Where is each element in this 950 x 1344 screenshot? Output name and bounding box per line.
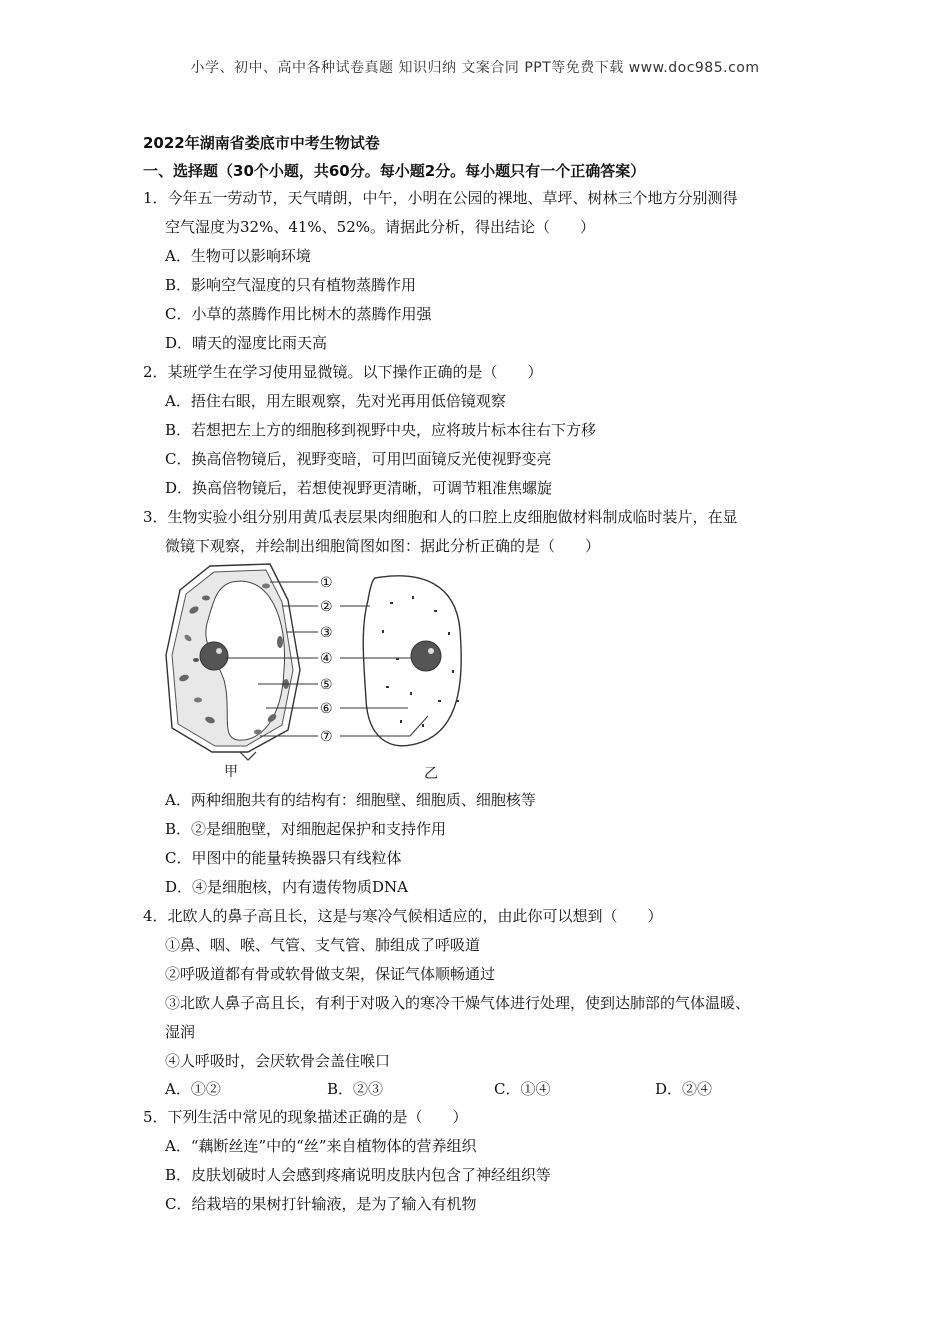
q3-option-c: C．甲图中的能量转换器只有线粒体 (165, 849, 402, 867)
label-5: ⑤ (320, 677, 333, 693)
animal-nucleus (411, 641, 441, 671)
label-4: ④ (320, 651, 333, 667)
cell-diagram (160, 560, 480, 785)
q4-option-b: B．②③ (327, 1080, 384, 1098)
q1-option-c: C．小草的蒸腾作用比树木的蒸腾作用强 (165, 305, 432, 323)
q3-option-d: D．④是细胞核，内有遗传物质DNA (165, 878, 409, 896)
label-7: ⑦ (320, 729, 333, 745)
q1-option-a: A．生物可以影响环境 (165, 247, 311, 265)
q2-option-c: C．换高倍物镜后，视野变暗，可用凹面镜反光使视野变亮 (165, 450, 552, 468)
q4-option-d: D．②④ (655, 1080, 713, 1098)
q1-option-d: D．晴天的湿度比雨天高 (165, 334, 328, 352)
animal-cell (363, 576, 461, 746)
q2-option-a: A．捂住右眼，用左眼观察，先对光再用低倍镜观察 (165, 392, 506, 410)
q2-option-b: B．若想把左上方的细胞移到视野中央，应将玻片标本往右下方移 (165, 421, 597, 439)
plant-cell (166, 564, 300, 760)
q4-option-c: C．①④ (494, 1080, 551, 1098)
q2-option-d: D．换高倍物镜后，若想使视野更清晰，可调节粗准焦螺旋 (165, 479, 553, 497)
q3-stem-line1: 3．生物实验小组分别用黄瓜表层果肉细胞和人的口腔上皮细胞做材料制成临时装片，在显 (143, 508, 738, 526)
q5-option-c: C．给栽培的果树打针输液，是为了输入有机物 (165, 1195, 477, 1213)
section-heading: 一、选择题（30个小题，共60分。每小题2分。每小题只有一个正确答案） (143, 162, 646, 180)
label-6: ⑥ (320, 701, 333, 717)
q4-statement-3-line1: ③北欧人鼻子高且长，有利于对吸入的寒冷干燥气体进行处理，使到达肺部的气体温暖、 (165, 994, 751, 1012)
q1-stem-line2: 空气湿度为32%、41%、52%。请据此分析，得出结论（ ） (165, 218, 596, 236)
label-2: ② (320, 599, 333, 615)
q1-option-b: B．影响空气湿度的只有植物蒸腾作用 (165, 276, 417, 294)
q4-statement-1: ①鼻、咽、喉、气管、支气管、肺组成了呼吸道 (165, 936, 481, 954)
exam-title: 2022年湖南省娄底市中考生物试卷 (143, 134, 380, 152)
q4-statement-2: ②呼吸道都有骨或软骨做支架，保证气体顺畅通过 (165, 965, 496, 983)
caption-yi: 乙 (424, 766, 438, 782)
q2-stem: 2．某班学生在学习使用显微镜。以下操作正确的是（ ） (143, 363, 543, 381)
plant-nucleus (200, 642, 228, 670)
q5-option-b: B．皮肤划破时人会感到疼痛说明皮肤内包含了神经组织等 (165, 1166, 552, 1184)
q4-statement-3-line2: 湿润 (165, 1023, 196, 1041)
q3-option-b: B．②是细胞壁，对细胞起保护和支持作用 (165, 820, 447, 838)
label-1: ① (320, 575, 333, 591)
q5-option-a: A．“藕断丝连”中的“丝”来自植物体的营养组织 (165, 1137, 477, 1155)
caption-jia: 甲 (224, 764, 238, 780)
q3-stem-line2: 微镜下观察，并绘制出细胞简图如图：据此分析正确的是（ ） (165, 537, 601, 555)
page-header: 小学、初中、高中各种试卷真题 知识归纳 文案合同 PPT等免费下载 www.doc985.com (190, 60, 760, 76)
q5-stem: 5．下列生活中常见的现象描述正确的是（ ） (143, 1108, 468, 1126)
label-3: ③ (320, 625, 333, 641)
q4-option-a: A．①② (165, 1080, 221, 1098)
q3-option-a: A．两种细胞共有的结构有：细胞壁、细胞质、细胞核等 (165, 791, 536, 809)
q4-stem: 4．北欧人的鼻子高且长，这是与寒冷气候相适应的，由此你可以想到（ ） (143, 907, 663, 925)
q1-stem-line1: 1．今年五一劳动节，天气晴朗，中午，小明在公园的裸地、草坪、树林三个地方分别测得 (143, 189, 738, 207)
q4-statement-4: ④人呼吸时，会厌软骨会盖住喉口 (165, 1052, 391, 1070)
